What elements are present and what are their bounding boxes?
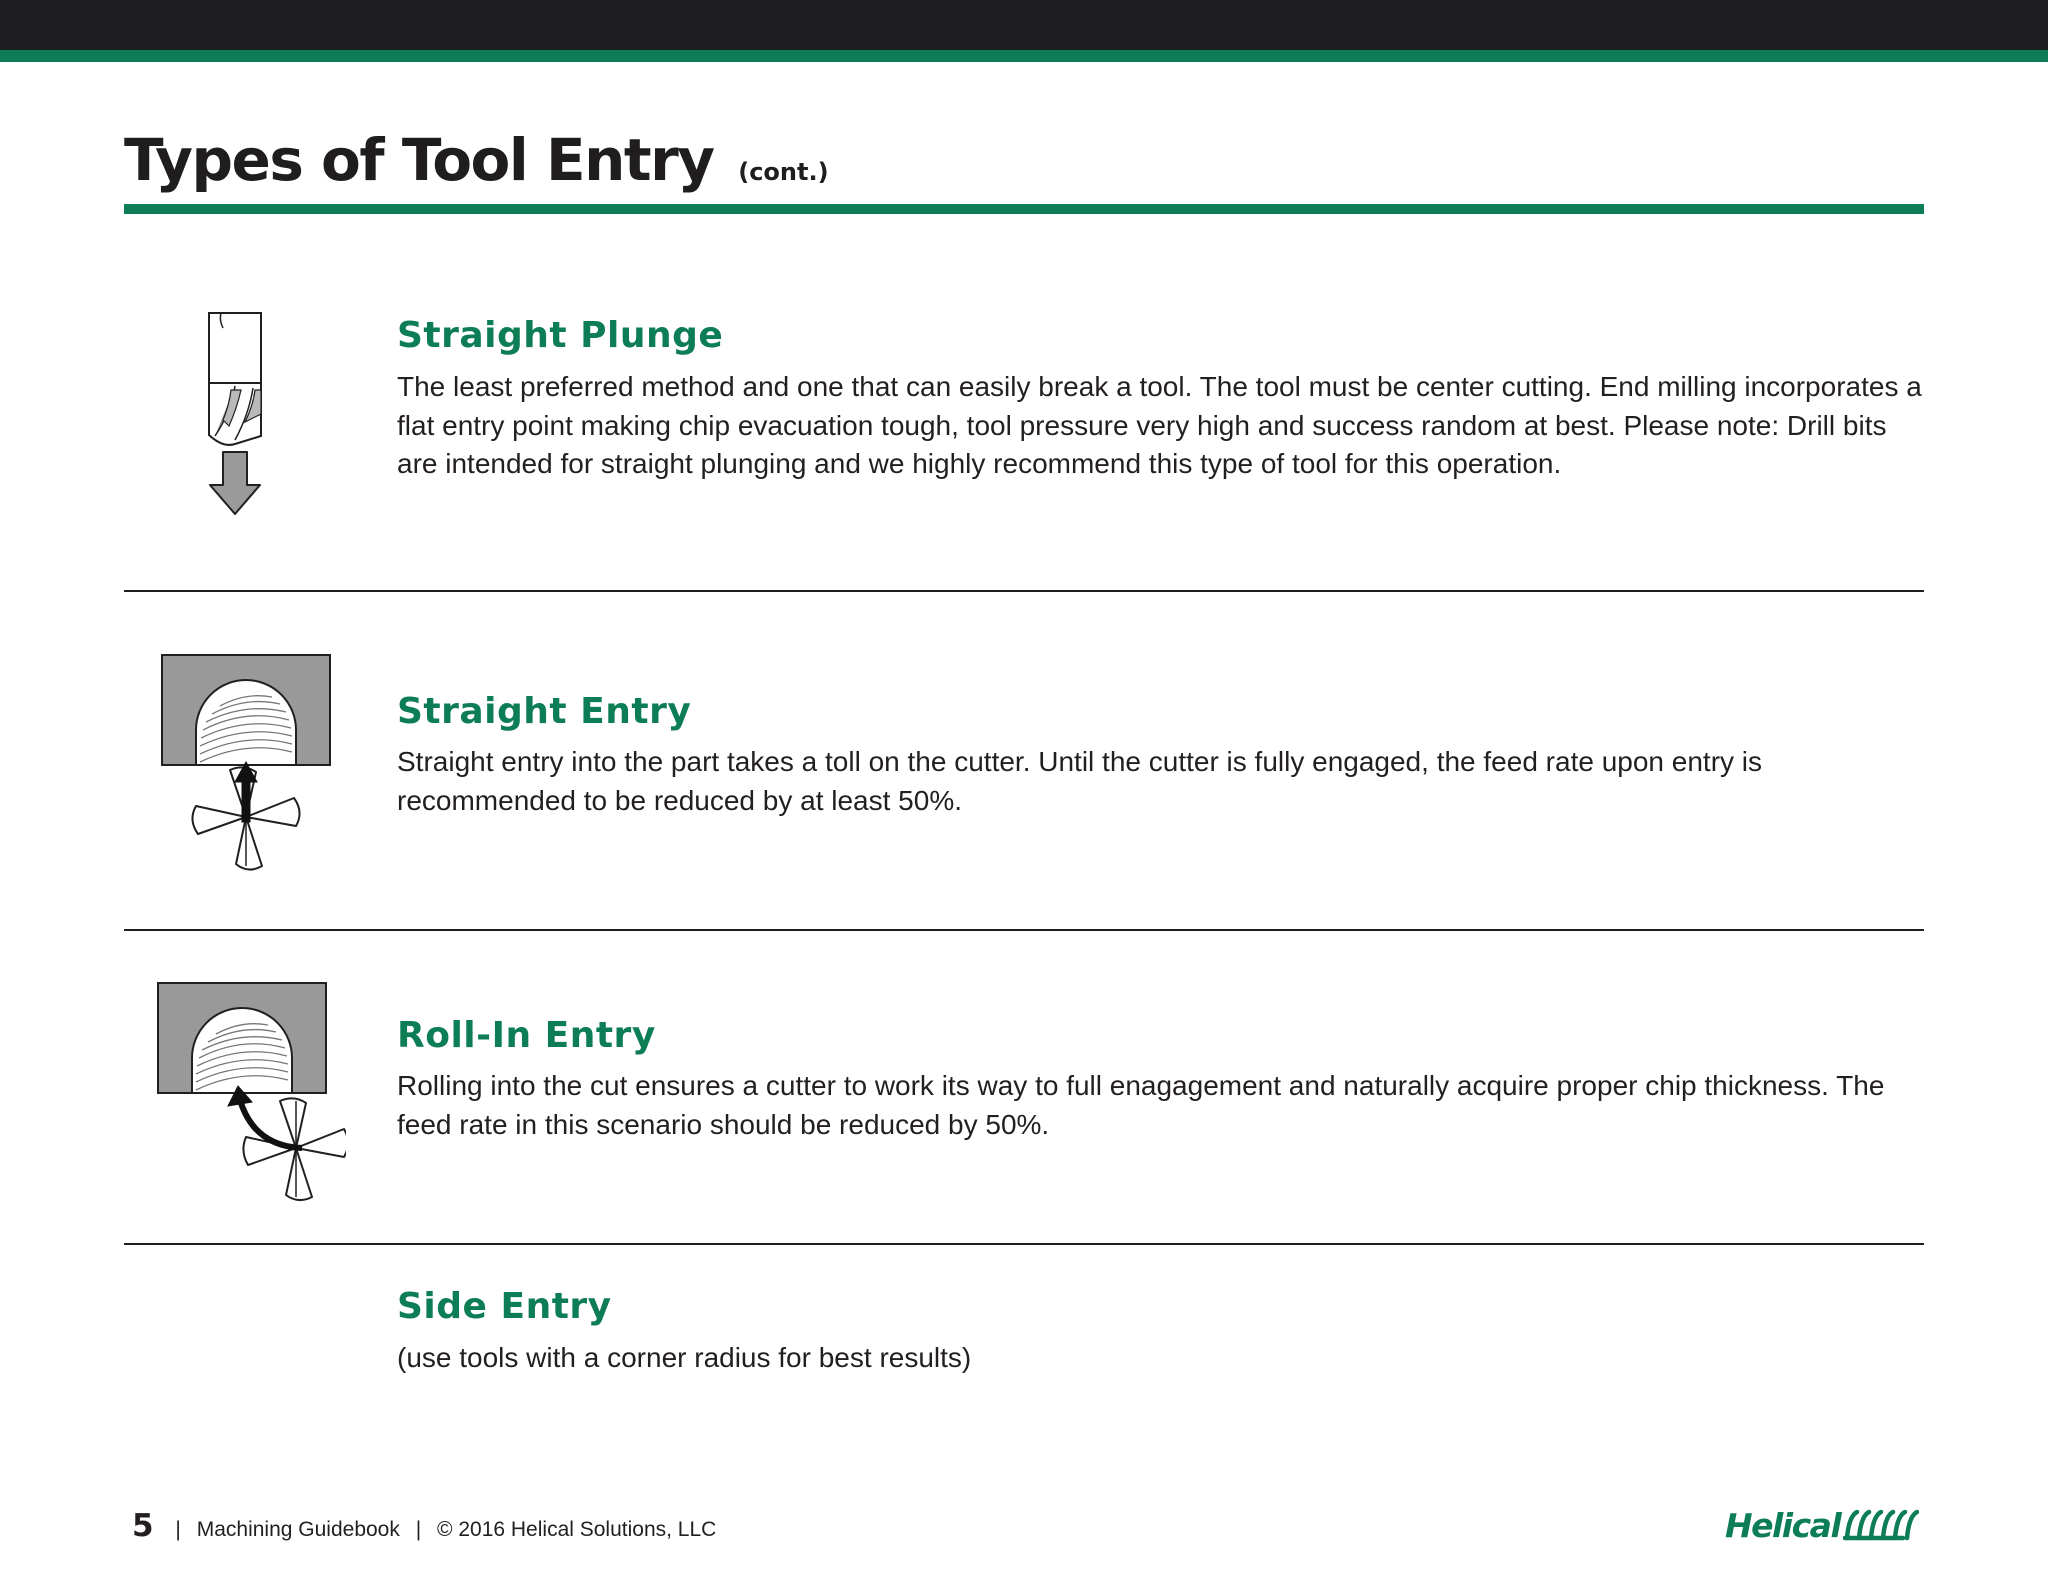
footer-copyright: © 2016 Helical Solutions, LLC <box>437 1518 717 1541</box>
top-accent-stripe <box>0 50 2048 62</box>
section-heading-side-entry: Side Entry <box>397 1286 612 1327</box>
page-title <box>124 118 829 214</box>
helical-logo <box>1725 1500 1919 1550</box>
footer-guide-title: Machining Guidebook <box>196 1518 400 1541</box>
roll-in-entry-diagram-icon <box>156 980 346 1204</box>
brand-name: Helical <box>1725 1505 1841 1545</box>
title-underline <box>124 204 1924 214</box>
section-body-roll-in-entry: Rolling into the cut ensures a cutter to work its way to full enagagement and naturally acquire proper chip thickness. The feed rate in this scenario should be reduced by 50%. <box>397 1070 1885 1140</box>
section-body-straight-plunge: The least preferred method and one that can easily break a tool. The tool must be center cutting. End milling incorporates a flat entry point making chip evacuation tough, tool pressure very high and success random at best. Please note: Drill bits are intended for straight plunging and we highly recommend this type of tool for this operation. <box>397 371 1922 479</box>
section-divider <box>124 929 1924 931</box>
section-divider <box>124 1243 1924 1245</box>
page-footer <box>132 1508 716 1548</box>
top-header-bar <box>0 0 2048 50</box>
straight-entry-diagram-icon <box>160 652 334 878</box>
footer-separator: | <box>175 1518 181 1541</box>
section-heading-roll-in-entry: Roll-In Entry <box>397 1015 656 1056</box>
helical-stripes-logo-icon <box>1843 1508 1919 1542</box>
page-title-text: Types of Tool Entry <box>124 126 714 194</box>
section-heading-straight-entry: Straight Entry <box>397 691 692 732</box>
page-title-suffix: (cont.) <box>738 158 829 186</box>
section-divider <box>124 590 1924 592</box>
section-heading-straight-plunge: Straight Plunge <box>397 315 724 356</box>
page-number: 5 <box>132 1508 154 1544</box>
end-mill-plunge-arrow-icon <box>205 310 275 516</box>
footer-separator: | <box>415 1518 422 1541</box>
section-body-straight-entry: Straight entry into the part takes a toll on the cutter. Until the cutter is fully engaged, the feed rate upon entry is recommended to be reduced by at least 50%. <box>397 746 1763 816</box>
section-body-side-entry: (use tools with a corner radius for best results) <box>397 1342 972 1373</box>
